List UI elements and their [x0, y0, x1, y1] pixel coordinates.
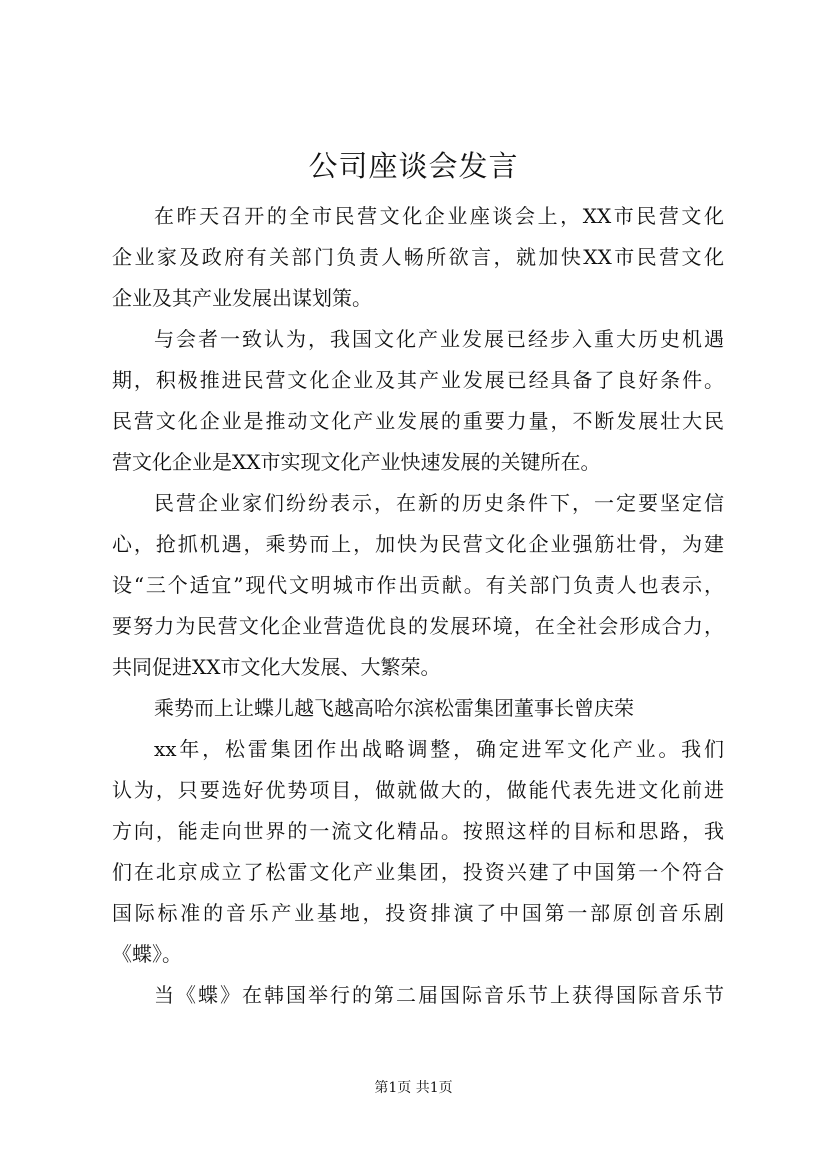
document-body: [112, 196, 724, 1016]
text-line: 国际标准的音乐产业基地，投资排演了中国第一部原创音乐剧: [112, 901, 724, 925]
text-line: 心，抢抓机遇，乘势而上，加快为民营文化企业强筋壮骨，为建: [112, 532, 724, 556]
text-line: 方向，能走向世界的一流文化精品。按照这样的目标和思路，我: [112, 819, 724, 843]
text-line: 当《蝶》在韩国举行的第二届国际音乐节上获得国际音乐节: [154, 983, 724, 1007]
text-line: 民营文化企业是推动文化产业发展的重要力量，不断发展壮大民: [112, 409, 724, 433]
section-heading: 乘势而上让蝶儿越飞越高哈尔滨松雷集团董事长曾庆荣: [154, 696, 634, 720]
text-line: 在昨天召开的全市民营文化企业座谈会上，XX市民营文化: [154, 204, 724, 228]
text-line: xx年，松雷集团作出战略调整，确定进军文化产业。我们: [154, 737, 724, 761]
text-line: 与会者一致认为，我国文化产业发展已经步入重大历史机遇: [154, 327, 724, 351]
text-line: 民营企业家们纷纷表示，在新的历史条件下，一定要坚定信: [154, 491, 724, 515]
document-title: 公司座谈会发言: [308, 149, 519, 183]
text-line: 企业及其产业发展出谋划策。: [112, 286, 372, 310]
text-line: 共同促进XX市文化大发展、大繁荣。: [112, 655, 441, 679]
text-line: 《蝶》。: [112, 942, 182, 966]
text-line: 营文化企业是XX市实现文化产业快速发展的关键所在。: [112, 450, 601, 474]
text-line: 认为，只要选好优势项目，做就做大的，做能代表先进文化前进: [112, 778, 724, 802]
text-line: 们在北京成立了松雷文化产业集团，投资兴建了中国第一个符合: [112, 860, 724, 884]
text-line: 期，积极推进民营文化企业及其产业发展已经具备了良好条件。: [112, 368, 724, 392]
text-line: 要努力为民营文化企业营造优良的发展环境，在全社会形成合力，: [112, 614, 724, 638]
text-line: 设“三个适宜”现代文明城市作出贡献。有关部门负责人也表示，: [112, 573, 724, 597]
page-footer: 第1页 共1页: [374, 1080, 453, 1096]
text-line: 企业家及政府有关部门负责人畅所欲言，就加快XX市民营文化: [112, 245, 724, 269]
